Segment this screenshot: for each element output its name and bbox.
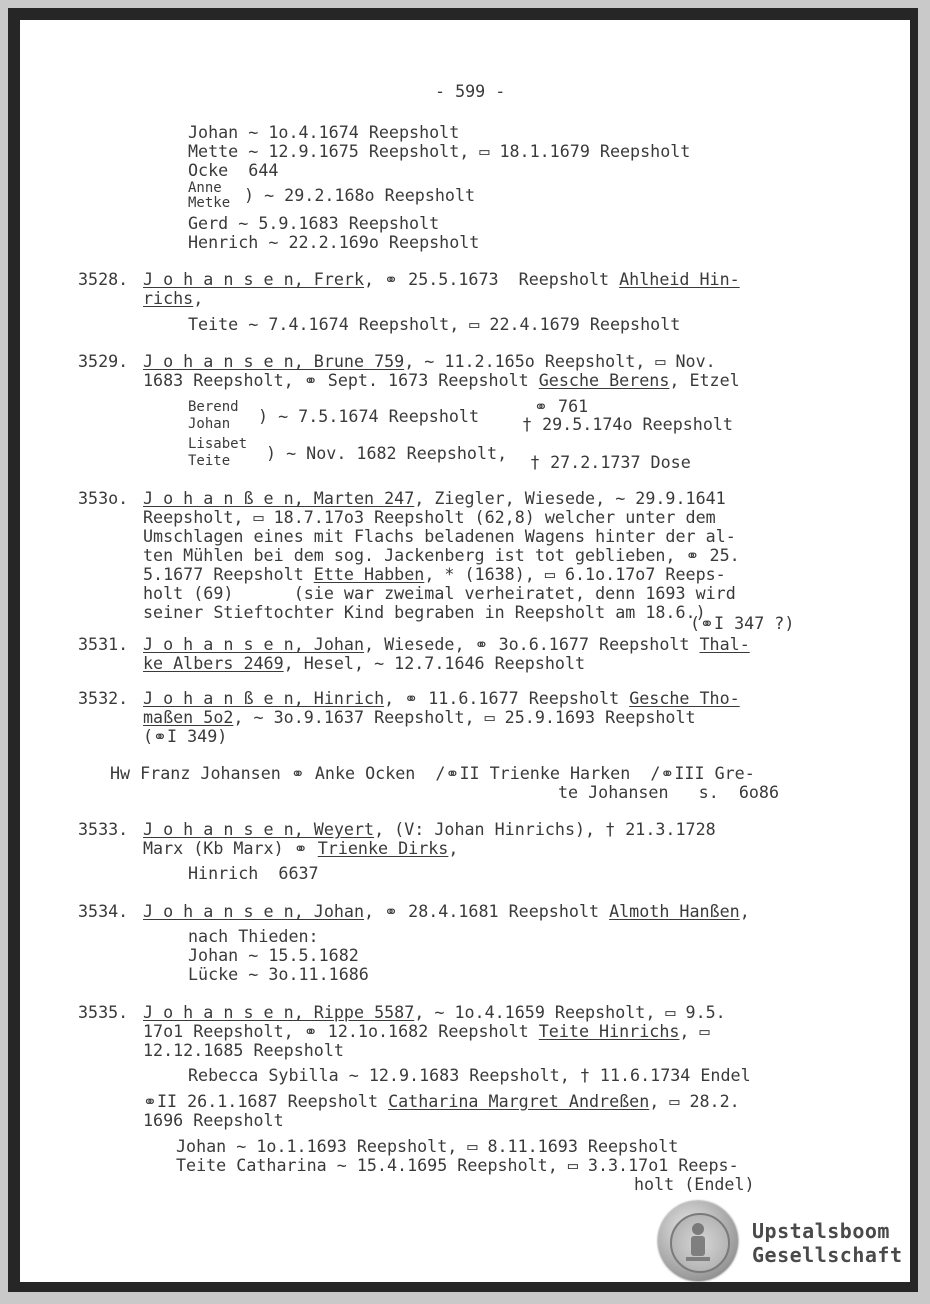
child-line: ) ~ 29.2.168o Reepsholt [244,185,476,205]
brand-line-2: Gesellschaft [752,1243,903,1267]
entry-name: J o h a n ß e n, Hinrich [143,688,385,708]
child-line: Teite Catharina ~ 15.4.1695 Reepsholt, ▭ 3.3.17o1 Reeps- [176,1155,739,1175]
entry-line: seiner Stieftochter Kind begraben in Reepsholt am 18.6.) [143,602,706,622]
child-line: Lisabet [188,436,248,452]
entry-line: J o h a n s e n, Rippe 5587, ~ 1o.4.1659 Reepsholt, ▭ 9.5. [143,1002,726,1022]
entry-number: 3533. [78,819,129,839]
entry-line: maßen 5o2, ~ 3o.9.1637 Reepsholt, ▭ 25.9.1693 Reepsholt [143,707,696,727]
child-line: Metke [188,195,231,211]
child-line: Johan ~ 1o.4.1674 Reepsholt [188,122,460,142]
seal-logo-icon [658,1201,738,1281]
child-line: Henrich ~ 22.2.169o Reepsholt [188,232,480,252]
spouse-name: Almoth Hanßen [609,901,740,921]
spouse-name: Ahlheid Hin- [619,269,740,289]
child-line: ) ~ 7.5.1674 Reepsholt [258,406,480,426]
child-line: Johan ~ 1o.1.1693 Reepsholt, ▭ 8.11.1693 Reepsholt [176,1136,679,1156]
entry-number: 3535. [78,1002,129,1022]
entry-line: Umschlagen eines mit Flachs beladenen Wagens hinter der al- [143,526,736,546]
entry-line: Marx (Kb Marx) ⚭ Trienke Dirks, [143,838,459,858]
note-line: Hw Franz Johansen ⚭ Anke Ocken /⚭II Trienke Harken /⚭III Gre- [110,763,755,783]
seal-figure-icon [658,1201,738,1281]
entry-line: 5.1677 Reepsholt Ette Habben, * (1638), ▭ 6.1o.17o7 Reeps- [143,564,726,584]
entry-line: (⚭I 347 ?) [690,613,795,633]
entry-number: 3532. [78,688,129,708]
entry-line: 1683 Reepsholt, ⚭ Sept. 1673 Reepsholt Gesche Berens, Etzel [143,370,740,390]
entry-name: J o h a n s e n, Johan [143,901,365,921]
entry-line: Reepsholt, ▭ 18.7.17o3 Reepsholt (62,8) welcher unter dem [143,507,716,527]
entry-name: J o h a n ß e n, Marten 247 [143,488,415,508]
entry-line: (⚭I 349) [143,726,228,746]
entry-name: J o h a n s e n, Brune 759 [143,351,405,371]
entry-line: J o h a n s e n, Johan, Wiesede, ⚭ 3o.6.1677 Reepsholt Thal- [143,634,750,654]
child-line: † 29.5.174o Reepsholt [522,414,733,434]
entry-line: 1696 Reepsholt [143,1110,284,1130]
brand-line-1: Upstalsboom [752,1219,890,1243]
entry-line: J o h a n ß e n, Marten 247, Ziegler, Wiesede, ~ 29.9.1641 [143,488,726,508]
child-line: Hinrich 6637 [188,863,319,883]
entry-name: J o h a n s e n, Rippe 5587 [143,1002,415,1022]
entry-line: richs, [143,288,204,308]
entry-number: 3534. [78,901,129,921]
child-line: † 27.2.1737 Dose [530,452,691,472]
child-line: Mette ~ 12.9.1675 Reepsholt, ▭ 18.1.1679 Reepsholt [188,141,691,161]
entry-name: J o h a n s e n, Frerk [143,269,365,289]
entry-number: 3531. [78,634,129,654]
entry-name: J o h a n s e n, Johan [143,634,365,654]
entry-line: 12.12.1685 Reepsholt [143,1040,344,1060]
entry-line: J o h a n ß e n, Hinrich, ⚭ 11.6.1677 Reepsholt Gesche Tho- [143,688,740,708]
entry-line: ten Mühlen bei dem sog. Jackenberg ist tot geblieben, ⚭ 25. [143,545,740,565]
note-line: te Johansen s. 6o86 [558,782,780,802]
spouse-name: Catharina Margret Andreßen [388,1091,650,1111]
child-line: Anne [188,180,222,196]
spouse-name: Trienke Dirks [317,838,449,858]
entry-line: J o h a n s e n, Frerk, ⚭ 25.5.1673 Reepsholt Ahlheid Hin- [143,269,740,289]
entry-line: 17o1 Reepsholt, ⚭ 12.1o.1682 Reepsholt Teite Hinrichs, ▭ [143,1021,710,1041]
spouse-name: Thal- [699,634,750,654]
entry-line: ⚭II 26.1.1687 Reepsholt Catharina Margret Andreßen, ▭ 28.2. [143,1091,740,1111]
entry-number: 353o. [78,488,129,508]
child-line: Rebecca Sybilla ~ 12.9.1683 Reepsholt, † 11.6.1734 Endel [188,1065,751,1085]
page-number: - 599 - [435,81,506,101]
entry-line: holt (69) (sie war zweimal verheiratet, denn 1693 wird [143,583,736,603]
entry-line: J o h a n s e n, Weyert, (V: Johan Hinrichs), † 21.3.1728 [143,819,716,839]
child-line: Gerd ~ 5.9.1683 Reepsholt [188,213,440,233]
child-line: Berend [188,399,239,415]
child-line: ) ~ Nov. 1682 Reepsholt, [266,443,508,463]
spouse-name: Gesche Tho- [629,688,740,708]
child-line: Johan ~ 15.5.1682 [188,945,359,965]
child-line: Teite ~ 7.4.1674 Reepsholt, ▭ 22.4.1679 Reepsholt [188,314,681,334]
entry-number: 3529. [78,351,129,371]
entry-number: 3528. [78,269,129,289]
child-line: nach Thieden: [188,926,319,946]
spouse-name: Ette Habben [313,564,425,584]
entry-line: J o h a n s e n, Johan, ⚭ 28.4.1681 Reepsholt Almoth Hanßen, [143,901,750,921]
child-line: ⚭ 761 [534,396,589,416]
child-line: Teite [188,453,231,469]
child-line: holt (Endel) [634,1174,755,1194]
entry-line: ke Albers 2469, Hesel, ~ 12.7.1646 Reepsholt [143,653,586,673]
entry-name: J o h a n s e n, Weyert [143,819,375,839]
child-line: Johan [188,416,231,432]
spouse-name: Teite Hinrichs [538,1021,680,1041]
child-line: Lücke ~ 3o.11.1686 [188,964,369,984]
spouse-name: Gesche Berens [538,370,670,390]
child-line: Ocke 644 [188,160,279,180]
entry-line: J o h a n s e n, Brune 759, ~ 11.2.165o Reepsholt, ▭ Nov. [143,351,716,371]
